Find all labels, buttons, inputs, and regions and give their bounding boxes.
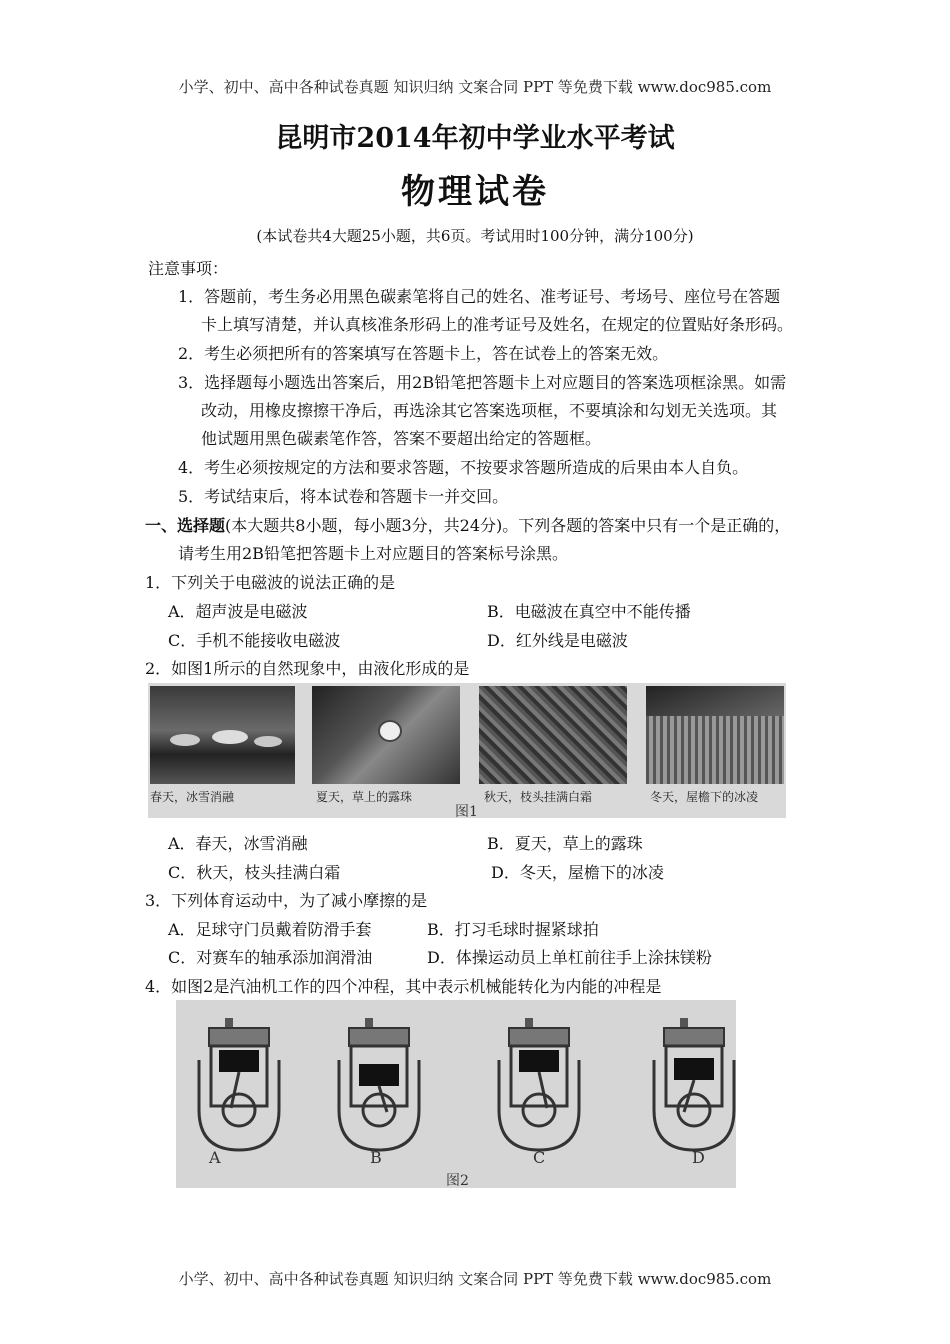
fig1-caption-b: 夏天，草上的露珠 xyxy=(316,790,413,804)
page-header: 小学、初中、高中各种试卷真题 知识归纳 文案合同 PPT 等免费下载 www.doc985.com xyxy=(178,78,772,96)
fig1-caption-d: 冬天，屋檐下的冰凌 xyxy=(650,790,759,804)
q3-option-a: A．足球守门员戴着防滑手套 xyxy=(168,920,372,939)
q3-stem: 3．下列体育运动中，为了减小摩擦的是 xyxy=(145,891,428,910)
q3-option-b: B．打习毛球时握紧球拍 xyxy=(427,920,599,939)
q2-stem: 2．如图1所示的自然现象中，由液化形成的是 xyxy=(145,659,470,678)
q3-option-d: D．体操运动员上单杠前往手上涂抹镁粉 xyxy=(427,948,712,967)
engine-label-c: C xyxy=(533,1148,546,1167)
exam-subject: 物理试卷 xyxy=(401,172,549,212)
q2-option-d: D．冬天，屋檐下的冰凌 xyxy=(491,863,664,882)
notice-item: 改动，用橡皮擦擦干净后，再选涂其它答案选项框，不要填涂和勾划无关选项。其 xyxy=(201,401,778,420)
notice-item: 4．考生必须按规定的方法和要求答题，不按要求答题所造成的后果由本人自负。 xyxy=(178,458,749,477)
engine-label-b: B xyxy=(370,1148,382,1167)
photo-summer-dew xyxy=(312,686,460,784)
q3-option-c: C．对赛车的轴承添加润滑油 xyxy=(168,948,373,967)
notice-item: 3．选择题每小题选出答案后，用2B铅笔把答题卡上对应题目的答案选项框涂黑。如需 xyxy=(178,373,787,392)
section1-prefix: 一、 xyxy=(145,516,178,535)
q1-stem: 1．下列关于电磁波的说法正确的是 xyxy=(145,573,396,592)
q1-option-c: C．手机不能接收电磁波 xyxy=(168,631,341,650)
notice-heading: 注意事项： xyxy=(148,259,229,278)
exam-subtitle: (本试卷共4大题25小题，共6页。考试用时100分钟，满分100分) xyxy=(256,227,694,245)
section1-desc2: 请考生用2B铅笔把答题卡上对应题目的答案标号涂黑。 xyxy=(178,544,568,563)
engine-label-a: A xyxy=(209,1148,221,1167)
q2-option-a: A．春天，冰雪消融 xyxy=(168,834,308,853)
section1-name: 选择题 xyxy=(177,516,226,535)
notice-item: 2．考生必须把所有的答案填写在答题卡上，答在试卷上的答案无效。 xyxy=(178,344,669,363)
photo-winter-icicles xyxy=(646,686,784,784)
figure-1 xyxy=(148,683,786,818)
exam-title: 昆明市2014年初中学业水平考试 xyxy=(275,123,675,154)
q1-option-b: B．电磁波在真空中不能传播 xyxy=(487,602,691,621)
engine-b xyxy=(339,1018,419,1150)
engine-diagrams xyxy=(176,1000,736,1188)
notice-item: 1．答题前，考生务必用黑色碳素笔将自己的姓名、准考证号、考场号、座位号在答题 xyxy=(178,287,781,306)
fig2-label: 图2 xyxy=(446,1173,469,1189)
fig1-caption-c: 秋天，枝头挂满白霜 xyxy=(484,790,593,804)
q1-option-a: A．超声波是电磁波 xyxy=(168,602,308,621)
q4-stem: 4．如图2是汽油机工作的四个冲程，其中表示机械能转化为内能的冲程是 xyxy=(145,977,662,996)
engine-label-d: D xyxy=(692,1148,705,1167)
figure-2 xyxy=(176,1000,736,1188)
q2-option-b: B．夏天，草上的露珠 xyxy=(487,834,643,853)
engine-d xyxy=(654,1018,734,1150)
fig1-label: 图1 xyxy=(455,804,478,820)
engine-a xyxy=(199,1018,279,1150)
photo-spring-snow xyxy=(150,686,295,784)
fig1-caption-a: 春天，冰雪消融 xyxy=(150,790,235,804)
notice-item: 他试题用黑色碳素笔作答，答案不要超出给定的答题框。 xyxy=(201,429,602,448)
q2-option-c: C．秋天，枝头挂满白霜 xyxy=(168,863,341,882)
section1-desc: (本大题共8小题，每小题3分，共24分)。下列各题的答案中只有一个是正确的， xyxy=(225,516,791,535)
photo-autumn-frost xyxy=(479,686,627,784)
notice-item: 5．考试结束后，将本试卷和答题卡一并交回。 xyxy=(178,487,509,506)
section1-heading xyxy=(145,513,790,536)
engine-c xyxy=(499,1018,579,1150)
q1-option-d: D．红外线是电磁波 xyxy=(487,631,628,650)
notice-item: 卡上填写清楚，并认真核准条形码上的准考证号及姓名，在规定的位置贴好条形码。 xyxy=(201,315,794,334)
page-footer: 小学、初中、高中各种试卷真题 知识归纳 文案合同 PPT 等免费下载 www.doc985.com xyxy=(178,1270,772,1288)
